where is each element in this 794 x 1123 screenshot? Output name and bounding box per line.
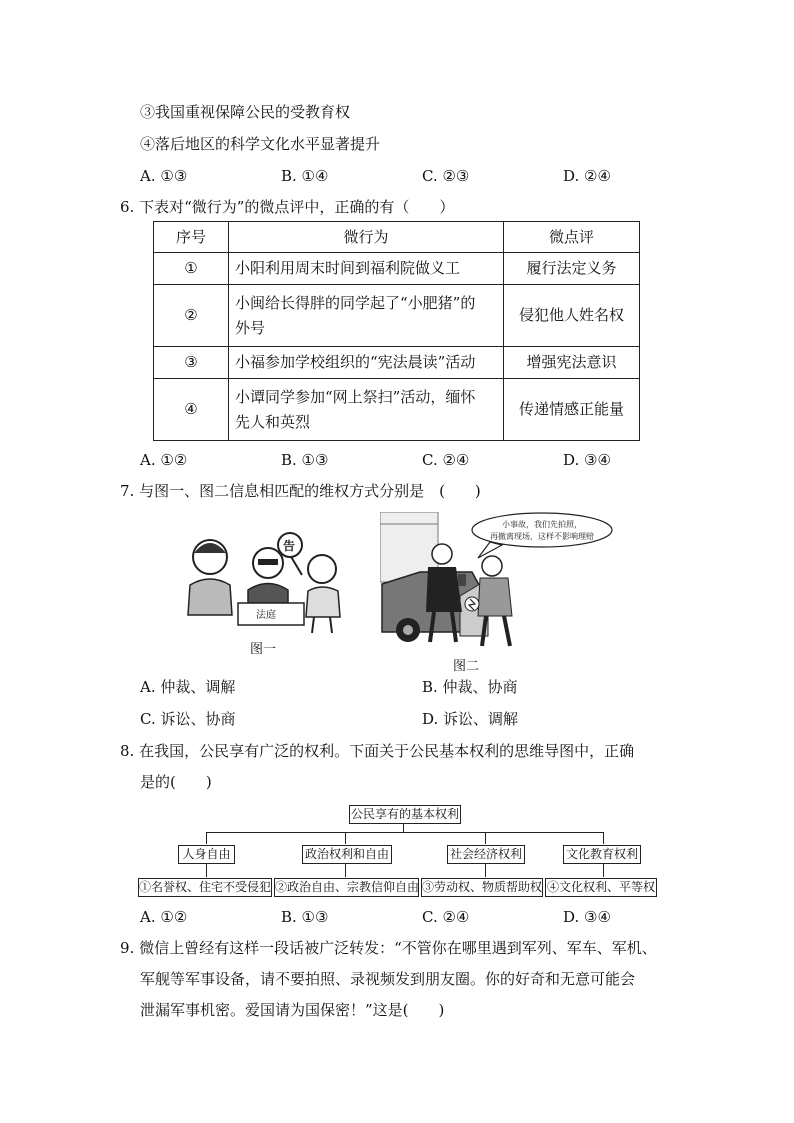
mindmap-category: 文化教育权利 [563,845,641,864]
q6-option-a: A. ①② [140,451,188,469]
bubble-text-line-2: 再撤离现场，这样不影响理赔 [490,532,594,541]
q7-option-d: D. 诉讼、调解 [422,710,519,728]
table-header-row [154,222,640,253]
mindmap-connector [603,863,604,877]
table-row [154,347,640,379]
q6-stem: 6. 下表对“微行为”的微点评中，正确的有（ ） [120,198,455,216]
mindmap-connector [485,863,486,877]
mindmap-connector [206,832,207,844]
mindmap-category: 人身自由 [178,845,235,864]
row-act: 小福参加学校组织的“宪法晨读”活动 [229,347,504,379]
q7-option-b: B. 仲裁、协商 [422,678,518,696]
row-comment: 履行法定义务 [504,253,640,285]
figure-2-caption: 图二 [453,659,480,674]
row-act-cell [229,379,504,441]
header-comment: 微点评 [504,222,640,253]
q7-option-c: C. 诉讼、协商 [140,710,236,728]
q6-table [153,221,640,441]
q8-option-d: D. ③④ [563,908,611,926]
mindmap-connector [206,863,207,877]
row-act-cont: 外号 [235,318,266,337]
row-act: 小闽给长得胖的同学起了“小肥猪”的 [235,293,476,312]
q7-stem: 7. 与图一、图二信息相匹配的维权方式分别是 ( ) [120,482,481,500]
q6-option-b: B. ①③ [281,451,329,469]
q8-option-b: B. ①③ [281,908,329,926]
table-row [154,253,640,285]
bubble-text-line-1: 小事故，我们先拍照， [502,520,582,529]
traffic-accident-cartoon-figure [380,512,615,652]
row-no: ① [154,253,229,285]
mindmap-item: ①名誉权、住宅不受侵犯 [138,878,272,897]
header-no: 序号 [154,222,229,253]
q8-stem-line-2: 是的( ) [140,773,212,791]
q7-option-a: A. 仲裁、调解 [140,678,236,696]
q5-option-d: D. ②④ [563,167,611,185]
q6-option-c: C. ②④ [422,451,470,469]
row-no: ④ [154,379,229,441]
row-act: 小阳利用周末时间到福利院做义工 [229,253,504,285]
figure-1-caption: 图一 [250,642,277,657]
desk-label: 法庭 [256,610,276,621]
row-no: ③ [154,347,229,379]
mindmap-category: 社会经济权利 [447,845,525,864]
mindmap-connector [345,863,346,877]
q9-line-3: 泄漏军事机密。爱国请为国保密！”这是( ) [140,1001,445,1019]
mindmap-item: ②政治自由、宗教信仰自由 [274,878,419,897]
mindmap-connector [403,823,404,832]
statement-4: ④落后地区的科学文化水平显著提升 [140,135,381,153]
mindmap-item: ④文化权利、平等权 [545,878,657,897]
mindmap-item: ③劳动权、物质帮助权 [421,878,543,897]
q5-option-a: A. ①③ [140,167,188,185]
row-comment: 侵犯他人姓名权 [504,285,640,347]
row-no: ② [154,285,229,347]
row-act-cont: 先人和英烈 [235,412,311,431]
sign-label: 告 [283,539,296,553]
header-act: 微行为 [229,222,504,253]
row-comment: 传递情感正能量 [504,379,640,441]
row-comment: 增强宪法意识 [504,347,640,379]
mindmap-connector [206,832,604,833]
table-row [154,379,640,441]
q8-option-a: A. ①② [140,908,188,926]
mindmap-root: 公民享有的基本权利 [349,805,461,824]
mindmap-connector [485,832,486,844]
courtroom-cartoon-figure [180,525,350,635]
q8-option-c: C. ②④ [422,908,470,926]
q9-line-1: 9. 微信上曾经有这样一段话被广泛转发：“不管你在哪里遇到军列、军车、军机、 [120,939,657,957]
q9-line-2: 军舰等军事设备，请不要拍照、录视频发到朋友圈。你的好奇和无意可能会 [140,970,636,988]
mindmap-connector [345,832,346,844]
mindmap-category: 政治权利和自由 [302,845,392,864]
q8-stem-line-1: 8. 在我国，公民享有广泛的权利。下面关于公民基本权利的思维导图中，正确 [120,742,635,760]
statement-3: ③我国重视保障公民的受教育权 [140,103,351,121]
q5-option-c: C. ②③ [422,167,470,185]
q6-option-d: D. ③④ [563,451,611,469]
mindmap-connector [603,832,604,844]
table-row [154,285,640,347]
row-act: 小谭同学参加“网上祭扫”活动，缅怀 [235,387,476,406]
q5-option-b: B. ①④ [281,167,329,185]
row-act-cell [229,285,504,347]
